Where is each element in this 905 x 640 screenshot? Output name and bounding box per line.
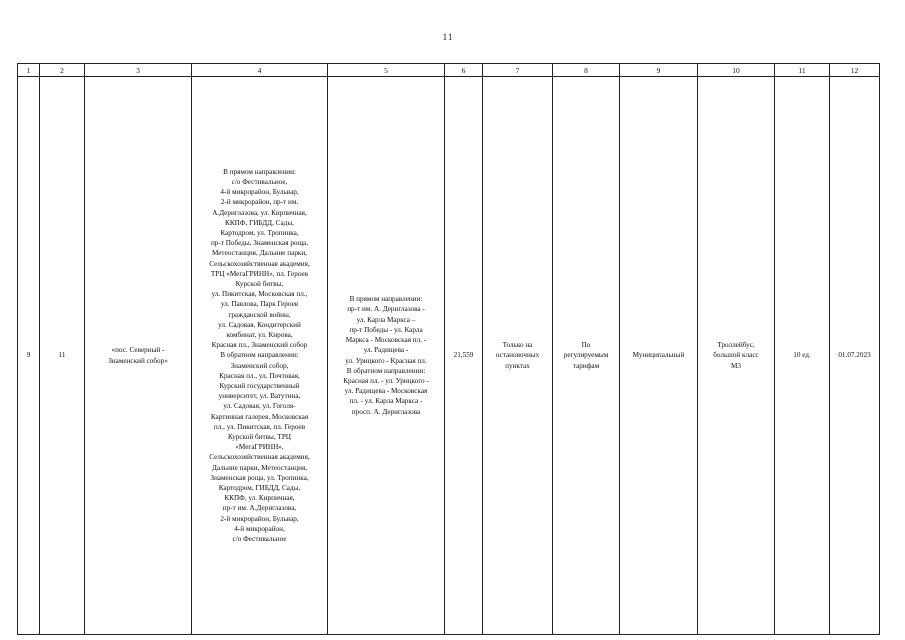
- header-cell-11: 11: [775, 64, 830, 77]
- header-cell-1: 1: [18, 64, 40, 77]
- route-number-cell: 11: [40, 77, 85, 635]
- route-length-cell: 21,559: [445, 77, 483, 635]
- header-cell-4: 4: [192, 64, 328, 77]
- header-cell-9: 9: [620, 64, 698, 77]
- header-cell-6: 6: [445, 64, 483, 77]
- boarding-order-cell: Только на остановочных пунктах: [483, 77, 553, 635]
- header-cell-12: 12: [830, 64, 880, 77]
- route-table: [17, 63, 880, 635]
- header-row: [18, 64, 880, 77]
- page-number: 11: [442, 32, 454, 42]
- header-cell-5: 5: [328, 64, 445, 77]
- header-cell-2: 2: [40, 64, 85, 77]
- vehicle-count-cell: 10 ед.: [775, 77, 830, 635]
- table-row: [18, 77, 880, 635]
- start-date-cell: 01.07.2023: [830, 77, 880, 635]
- vehicle-class-cell: Троллейбус, большой класс М3: [698, 77, 775, 635]
- transport-type-cell: Муниципальный: [620, 77, 698, 635]
- route-name-cell: «пос. Северный - Знаменский собор»: [85, 77, 192, 635]
- header-cell-8: 8: [553, 64, 620, 77]
- stops-list-cell: В прямом направлении: с/о Фестивальное, 4-й микрорайон, Бульвар, 2-й микрорайон, пр-т им. А.Дериглазова, ул. Кирпичная, ККПФ, ГИБДД, Сады, Картодром, ул. Тропинка, пр-т Победы, Знаменская роща, Метеостанция, Дальние парки, Сельскохозяйственная академия, ТРЦ «МегаГРИНН», пл. Героев Курской битвы, ул. Пикитская, Московская пл., ул. Павлова, Парк Героев гражданской войны, ул. Садовая, Кондитерский комбинат, ул. Кирова, Красная пл., Знаменский собор В обратном направлении: Знаменский собор, Красная пл., ул. Почтовая, Курский государственный университет, ул. Ватутина, ул. Садовая, ул. Гоголя- Картинная галерея, Московская пл., ул. Пикитская, пл. Героев Курской битвы, ТРЦ «МегаГРИНН», Сельскохозяйственная академия, Дальние парки, Метеостанция, Знаменская роща, ул. Тропинка, Картодром, ГИБДД, Сады, ККПФ, ул. Кирпичная, пр-т им. А.Дериглазова, 2-й микрорайон, Бульвар, 4-й микрорайон, с/о Фестивальное: [192, 77, 328, 635]
- header-cell-7: 7: [483, 64, 553, 77]
- header-cell-10: 10: [698, 64, 775, 77]
- tariff-type-cell: По регулируемым тарифам: [553, 77, 620, 635]
- streets-list-cell: В прямом направлении: пр-т им. А. Дериглазова - ул. Карла Маркса – пр-т Победы - ул. Карла Маркса - Московская пл. - ул. Радищева - ул. Урицкого - Красная пл. В обратном направлении: Красная пл. - ул. Урицкого - ул. Радищева - Московская пл. - ул. Карла Маркса - просп. А. Дериглазова: [328, 77, 445, 635]
- row-index-cell: 9: [18, 77, 40, 635]
- header-cell-3: 3: [85, 64, 192, 77]
